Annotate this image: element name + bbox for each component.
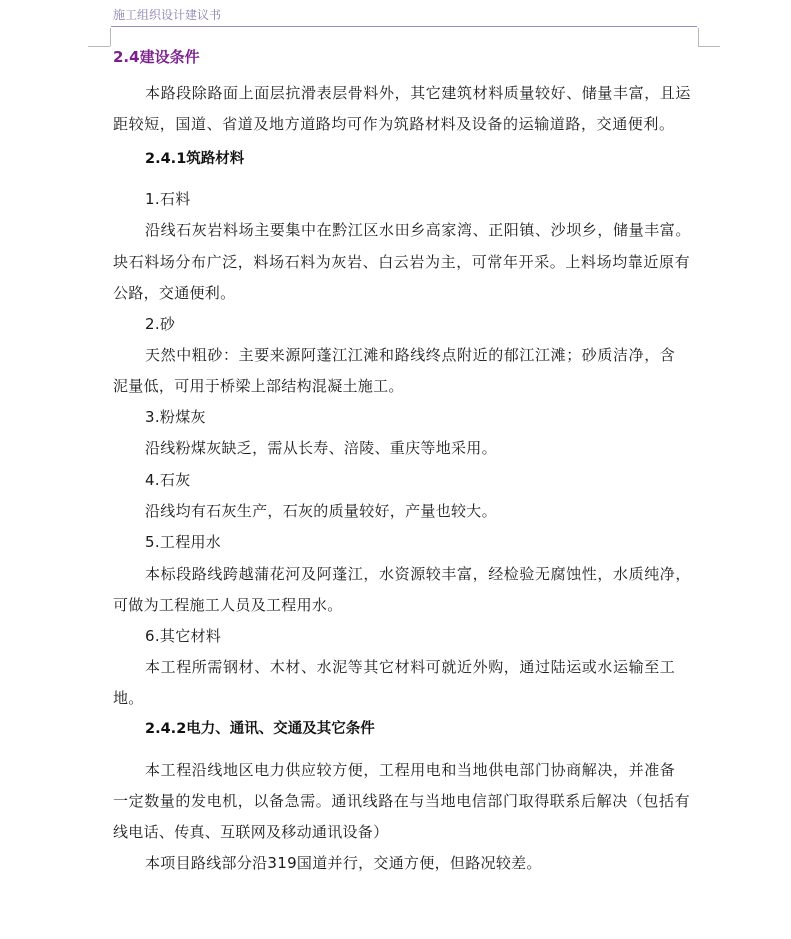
item-lime-line-1: 沿线均有石灰生产，石灰的质量较好，产量也较大。 bbox=[145, 502, 497, 520]
intro-line-2: 距较短，国道、省道及地方道路均可作为筑路材料及设备的运输道路，交通便利。 bbox=[113, 115, 675, 133]
subsection-heading-utilities: 2.4.2电力、通讯、交通及其它条件 bbox=[145, 721, 375, 737]
item-title-stone: 1.石料 bbox=[145, 190, 191, 208]
item-stone-line-1: 沿线石灰岩料场主要集中在黔江区水田乡高家湾、正阳镇、沙坝乡，储量丰富。 bbox=[145, 221, 692, 239]
utilities-line-2: 一定数量的发电机，以备急需。通讯线路在与当地电信部门取得联系后解决（包括有 bbox=[113, 792, 691, 810]
utilities-line-1: 本工程沿线地区电力供应较方便，工程用电和当地供电部门协商解决，并准备 bbox=[145, 761, 676, 779]
traffic-line-1: 本项目路线部分沿319国道并行，交通方便，但路况较差。 bbox=[145, 854, 542, 872]
item-sand-line-2: 泥量低，可用于桥梁上部结构混凝土施工。 bbox=[113, 377, 404, 395]
item-stone-line-3: 公路，交通便利。 bbox=[113, 284, 236, 302]
item-other-line-2: 地。 bbox=[113, 689, 144, 707]
item-other-line-1: 本工程所需钢材、木材、水泥等其它材料可就近外购，通过陆运或水运输至工 bbox=[145, 658, 676, 676]
crop-mark-left-horizontal bbox=[88, 46, 110, 47]
crop-mark-right-horizontal bbox=[698, 46, 720, 47]
crop-mark-right-vertical bbox=[698, 28, 699, 46]
utilities-line-3: 线电话、传真、互联网及移动通讯设备） bbox=[113, 823, 389, 841]
item-water-line-1: 本标段路线跨越蒲花河及阿蓬江，水资源较丰富，经检验无腐蚀性，水质纯净， bbox=[145, 565, 692, 583]
item-water-line-2: 可做为工程施工人员及工程用水。 bbox=[113, 596, 343, 614]
item-title-sand: 2.砂 bbox=[145, 315, 176, 333]
item-stone-line-2: 块石料场分布广泛，料场石料为灰岩、白云岩为主，可常年开采。上料场均靠近原有 bbox=[113, 253, 691, 271]
page-header-title: 施工组织设计建议书 bbox=[113, 8, 222, 22]
item-title-lime: 4.石灰 bbox=[145, 471, 191, 489]
intro-line-1: 本路段除路面上面层抗滑表层骨料外，其它建筑材料质量较好、储量丰富，且运 bbox=[145, 84, 692, 102]
subsection-heading-materials: 2.4.1筑路材料 bbox=[145, 151, 245, 167]
item-title-flyash: 3.粉煤灰 bbox=[145, 408, 206, 426]
item-title-water: 5.工程用水 bbox=[145, 533, 222, 551]
header-divider bbox=[111, 26, 697, 27]
item-flyash-line-1: 沿线粉煤灰缺乏，需从长寿、涪陵、重庆等地采用。 bbox=[145, 439, 497, 457]
item-sand-line-1: 天然中粗砂：主要来源阿蓬江江滩和路线终点附近的郁江江滩；砂质洁净，含 bbox=[145, 346, 676, 364]
crop-mark-left-vertical bbox=[110, 28, 111, 46]
item-title-other: 6.其它材料 bbox=[145, 627, 222, 645]
section-heading: 2.4建设条件 bbox=[113, 48, 200, 66]
